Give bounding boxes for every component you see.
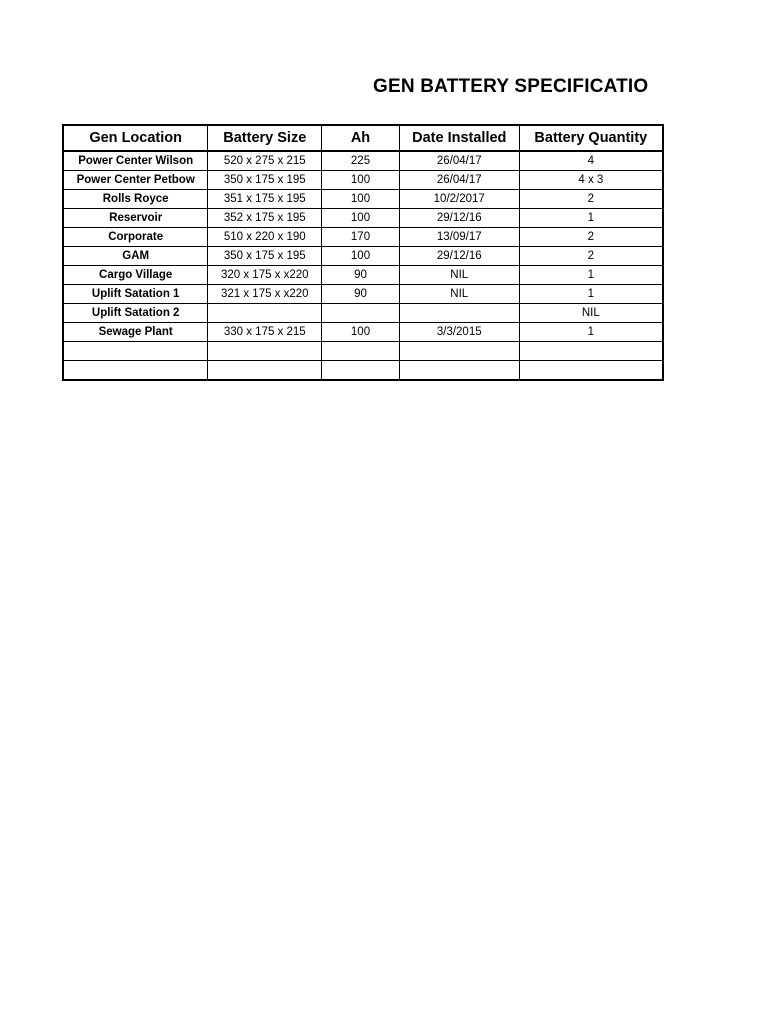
cell-date-installed	[399, 361, 519, 381]
cell-gen-location: Uplift Satation 2	[63, 304, 208, 323]
cell-battery-size: 321 x 175 x x220	[208, 285, 322, 304]
table-row	[63, 151, 663, 171]
cell-battery-quantity: 2	[519, 190, 663, 209]
cell-battery-size	[208, 342, 322, 361]
cell-battery-size: 520 x 275 x 215	[208, 151, 322, 171]
cell-battery-quantity	[519, 342, 663, 361]
cell-gen-location: Cargo Village	[63, 266, 208, 285]
table-row	[63, 266, 663, 285]
cell-gen-location: Uplift Satation 1	[63, 285, 208, 304]
cell-battery-quantity: 1	[519, 266, 663, 285]
cell-gen-location: Sewage Plant	[63, 323, 208, 342]
table-row	[63, 247, 663, 266]
cell-ah: 100	[322, 171, 400, 190]
table-row	[63, 190, 663, 209]
cell-battery-size: 352 x 175 x 195	[208, 209, 322, 228]
table-row	[63, 285, 663, 304]
table-row	[63, 304, 663, 323]
cell-date-installed: 3/3/2015	[399, 323, 519, 342]
table-row	[63, 323, 663, 342]
cell-battery-size: 350 x 175 x 195	[208, 171, 322, 190]
cell-gen-location: GAM	[63, 247, 208, 266]
cell-ah	[322, 361, 400, 381]
cell-ah: 225	[322, 151, 400, 171]
table-row	[63, 342, 663, 361]
cell-battery-quantity: 4 x 3	[519, 171, 663, 190]
cell-date-installed: 26/04/17	[399, 151, 519, 171]
cell-date-installed: 13/09/17	[399, 228, 519, 247]
cell-gen-location	[63, 342, 208, 361]
column-header-gen-location: Gen Location	[63, 125, 208, 151]
header-row	[63, 125, 663, 151]
cell-ah: 170	[322, 228, 400, 247]
cell-battery-quantity: 1	[519, 285, 663, 304]
cell-gen-location: Power Center Wilson	[63, 151, 208, 171]
cell-ah: 100	[322, 190, 400, 209]
column-header-date-installed: Date Installed	[399, 125, 519, 151]
cell-battery-size: 510 x 220 x 190	[208, 228, 322, 247]
cell-ah: 90	[322, 285, 400, 304]
column-header-battery-quantity: Battery Quantity	[519, 125, 663, 151]
cell-date-installed	[399, 342, 519, 361]
cell-gen-location	[63, 361, 208, 381]
cell-ah: 100	[322, 209, 400, 228]
cell-battery-quantity	[519, 361, 663, 381]
cell-gen-location: Reservoir	[63, 209, 208, 228]
cell-battery-quantity: 2	[519, 228, 663, 247]
cell-date-installed: 10/2/2017	[399, 190, 519, 209]
cell-battery-size: 350 x 175 x 195	[208, 247, 322, 266]
cell-date-installed: 29/12/16	[399, 209, 519, 228]
page-title: GEN BATTERY SPECIFICATIO	[373, 76, 649, 97]
cell-date-installed: NIL	[399, 285, 519, 304]
cell-battery-quantity: 1	[519, 323, 663, 342]
cell-battery-size	[208, 361, 322, 381]
cell-battery-quantity: NIL	[519, 304, 663, 323]
cell-battery-size: 330 x 175 x 215	[208, 323, 322, 342]
battery-spec-table	[62, 124, 664, 381]
cell-date-installed: 29/12/16	[399, 247, 519, 266]
cell-gen-location: Power Center Petbow	[63, 171, 208, 190]
table-row	[63, 361, 663, 381]
cell-battery-quantity: 4	[519, 151, 663, 171]
column-header-ah: Ah	[322, 125, 400, 151]
table-row	[63, 171, 663, 190]
cell-date-installed	[399, 304, 519, 323]
cell-gen-location: Corporate	[63, 228, 208, 247]
cell-date-installed: 26/04/17	[399, 171, 519, 190]
cell-battery-size	[208, 304, 322, 323]
table-row	[63, 228, 663, 247]
cell-ah	[322, 342, 400, 361]
table-row	[63, 209, 663, 228]
cell-battery-size: 320 x 175 x x220	[208, 266, 322, 285]
cell-date-installed: NIL	[399, 266, 519, 285]
cell-ah: 100	[322, 323, 400, 342]
cell-battery-quantity: 2	[519, 247, 663, 266]
cell-battery-quantity: 1	[519, 209, 663, 228]
column-header-battery-size: Battery Size	[208, 125, 322, 151]
cell-battery-size: 351 x 175 x 195	[208, 190, 322, 209]
cell-gen-location: Rolls Royce	[63, 190, 208, 209]
cell-ah	[322, 304, 400, 323]
cell-ah: 100	[322, 247, 400, 266]
cell-ah: 90	[322, 266, 400, 285]
